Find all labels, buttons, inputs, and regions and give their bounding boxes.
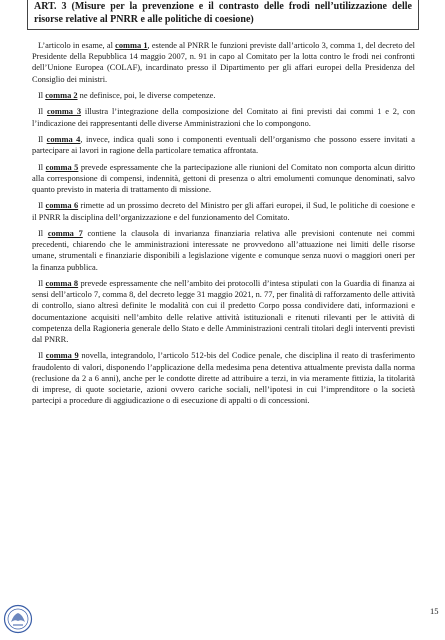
paragraph-text: prevede espressamente che nell’ambito dei protocolli d’intesa stipulati con la Guardia di finanza ai sensi dell’articolo 7, comma 8, del decreto legge 31 maggio 2021, n. 77, per finalità di rafforzamento delle attività di controllo, siano altresì definite le modalità con cui il predetto Corpo possa condividere dati, informazioni e documentazione acquisiti nell’ambito delle relative attività istituzionali e ritenuti rilevanti per le attività di competenza della Ragioneria generale dello Stato e delle Amministrazioni centrali titolari degli interventi previsti dal PNRR. xyxy=(32,278,415,344)
article-label: ART. 3 xyxy=(34,1,67,12)
paragraph-text: , estende al PNRR le funzioni previste dall’articolo 3, comma 1, del decreto del Presidente della Repubblica 14 maggio 2007, n. 91 in capo al Comitato per la lotta contro le frodi nei confronti dell’Unione Europea (COLAF), incardinato presso il Dipartimento per gli affari europei della Presidenza del Consiglio dei ministri. xyxy=(32,41,416,84)
paragraph-text: Il xyxy=(38,107,47,117)
page-number: 15 xyxy=(430,606,439,616)
article-heading xyxy=(27,0,419,30)
comma-reference: comma 3 xyxy=(46,107,82,117)
comma-reference: comma 4 xyxy=(46,134,81,144)
paragraph xyxy=(32,90,415,101)
paragraph-text: prevede espressamente che la partecipazione alle riunioni del Comitato non comporta alcun diritto alla corresponsione di compensi, indennità, gettoni di presenza o altri emolumenti comunque denominati, salvo quanto previsto in materia di trattamento di missione. xyxy=(32,162,416,194)
comma-reference: comma 2 xyxy=(45,91,78,100)
paragraph-text: rimette ad un prossimo decreto del Ministro per gli affari europei, il Sud, le politiche di coesione e il PNRR la disciplina dell’organizzazione e del funzionamento del Comitato. xyxy=(32,201,415,222)
comma-reference: comma 8 xyxy=(45,278,79,288)
comma-reference: comma 7 xyxy=(47,228,83,238)
comma-reference: comma 9 xyxy=(45,351,79,361)
paragraph-text: L’articolo in esame, al xyxy=(38,41,116,50)
paragraph-text: , invece, indica quali sono i componenti eventuali dell’organismo che possono essere invitati a partecipare ai lavori in ragione della particolare tematica affrontata. xyxy=(32,134,415,156)
paragraph-text: Il xyxy=(38,91,46,100)
comma-reference: comma 1 xyxy=(115,41,148,50)
paragraph xyxy=(32,228,415,273)
article-body xyxy=(32,40,415,412)
paragraph-text: Il xyxy=(38,278,46,288)
paragraph-text: Il xyxy=(38,134,47,144)
paragraph-text: novella, integrandolo, l’articolo 512-bis del Codice penale, che disciplina il reato di trasferimento fraudolento di valori, disponendo l’applicazione della medesima pena detentiva attualmente prevista dalla norma (reclusione da 2 a 6 anni), anche per le condotte dirette ad attribuire a terzi, in via meramente fittizia, la titolarità di imprese, di quote societarie, azioni ovvero cariche sociali, nell’ipotesi in cui l’imprenditore o la società partecipi a procedure di aggiudicazione o di esecuzione di appalti o di concessioni. xyxy=(32,351,415,406)
paragraph-text: illustra l’integrazione della composizione del Comitato ai fini previsti dai commi 1 e 2, con l’indicazione dei rappresentanti delle diverse Amministrazioni che lo compongono. xyxy=(32,107,416,128)
paragraph-text: Il xyxy=(38,162,46,172)
paragraph xyxy=(32,162,415,196)
paragraph xyxy=(32,40,415,85)
paragraph xyxy=(32,200,415,222)
paragraph xyxy=(32,350,415,406)
paragraph xyxy=(32,278,415,345)
paragraph-text: contiene la clausola di invarianza finanziaria relativa alle previsioni contenute nei commi precedenti, chiarendo che le amministrazioni interessate ne provvedono all’attuazione nei limiti delle risorse umane, strumentali e finanziarie disponibili a legislazione vigente e comunque senza nuovi o maggiori oneri per la finanza pubblica. xyxy=(32,228,415,272)
comma-reference: comma 5 xyxy=(45,162,79,172)
article-title: (Misure per la prevenzione e il contrasto delle frodi nell’utilizzazione delle risorse relative al PNRR e alle politiche di coesione) xyxy=(34,1,412,25)
seal-icon xyxy=(3,604,33,634)
paragraph xyxy=(32,134,415,156)
paragraph-text: Il xyxy=(38,201,46,211)
paragraph xyxy=(32,106,415,128)
comma-reference: comma 6 xyxy=(45,201,79,211)
paragraph-text: ne definisce, poi, le diverse competenze. xyxy=(77,91,216,100)
paragraph-text: Il xyxy=(38,351,46,361)
paragraph-text: Il xyxy=(38,228,48,238)
